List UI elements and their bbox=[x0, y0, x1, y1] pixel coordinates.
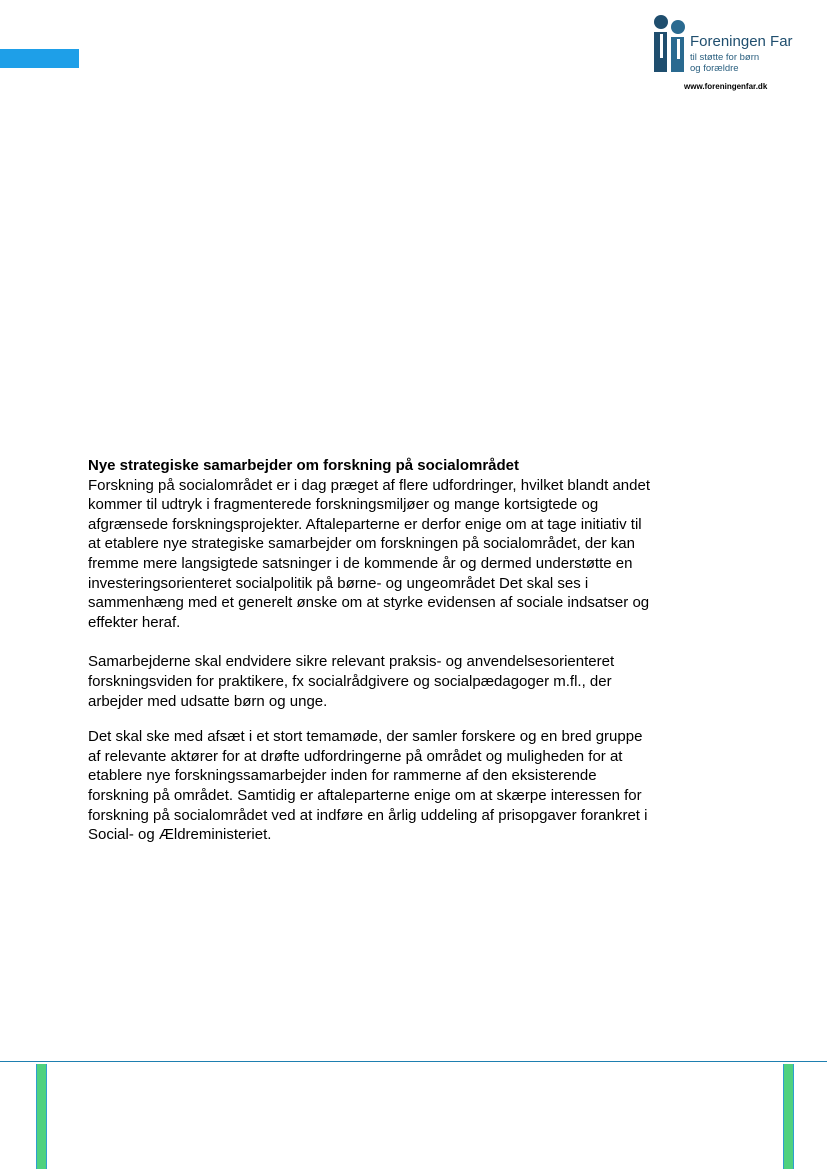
logo-tagline bbox=[690, 52, 759, 74]
footer-divider bbox=[0, 1061, 827, 1062]
logo-figures-icon bbox=[653, 14, 689, 74]
section-heading: Nye strategiske samarbejder om forskning på socialområdet bbox=[88, 457, 519, 474]
logo-url: www.foreningenfar.dk bbox=[684, 82, 768, 91]
footer-bar-left bbox=[36, 1064, 47, 1169]
footer-bar-right bbox=[783, 1064, 794, 1169]
paragraph-3: Det skal ske med afsæt i et stort temamøde, der samler forskere og en bred gruppe af relevante aktører for at drøfte udfordringerne på området og muligheden for at etablere nye forskningssamarbejder inden for rammerne af den eksisterende forskning på området. Samtidig er aftaleparterne enige om at skærpe interessen for forskning på socialområdet ved at indføre en årlig uddeling af prisopgaver forankret i Social- og Ældreministeriet. bbox=[88, 728, 648, 844]
header-accent-bar bbox=[0, 49, 79, 68]
logo-name: Foreningen Far bbox=[690, 33, 793, 50]
logo-tagline-line-1: til støtte for børn bbox=[690, 52, 760, 63]
logo-tagline-line-2: og forældre bbox=[690, 63, 739, 74]
paragraph-1: Forskning på socialområdet er i dag præget af flere udfordringer, hvilket blandt andet kommer til udtryk i fragmenterede forskningsmiljøer og mange kortsigtede og afgrænsede forskningsprojekter. Aftaleparterne er derfor enige om at tage initiativ til at etablere nye strategiske samarbejder om forskningen på socialområdet, der kan fremme mere langsigtede satsninger i de kommende år og dermed understøtte en investeringsorienteret socialpolitik på børne- og ungeområdet Det skal ses i sammenhæng med et generelt ønske om at styrke evidensen af sociale indsatser og effekter heraf. bbox=[88, 476, 650, 631]
foreningen-far-logo bbox=[653, 14, 813, 94]
paragraph-2: Samarbejderne skal endvidere sikre relevant praksis- og anvendelsesorienteret forskningsviden for praktikere, fx socialrådgivere og socialpædagoger m.fl., der arbejder med udsatte børn og unge. bbox=[88, 653, 615, 710]
document-body bbox=[88, 456, 658, 845]
